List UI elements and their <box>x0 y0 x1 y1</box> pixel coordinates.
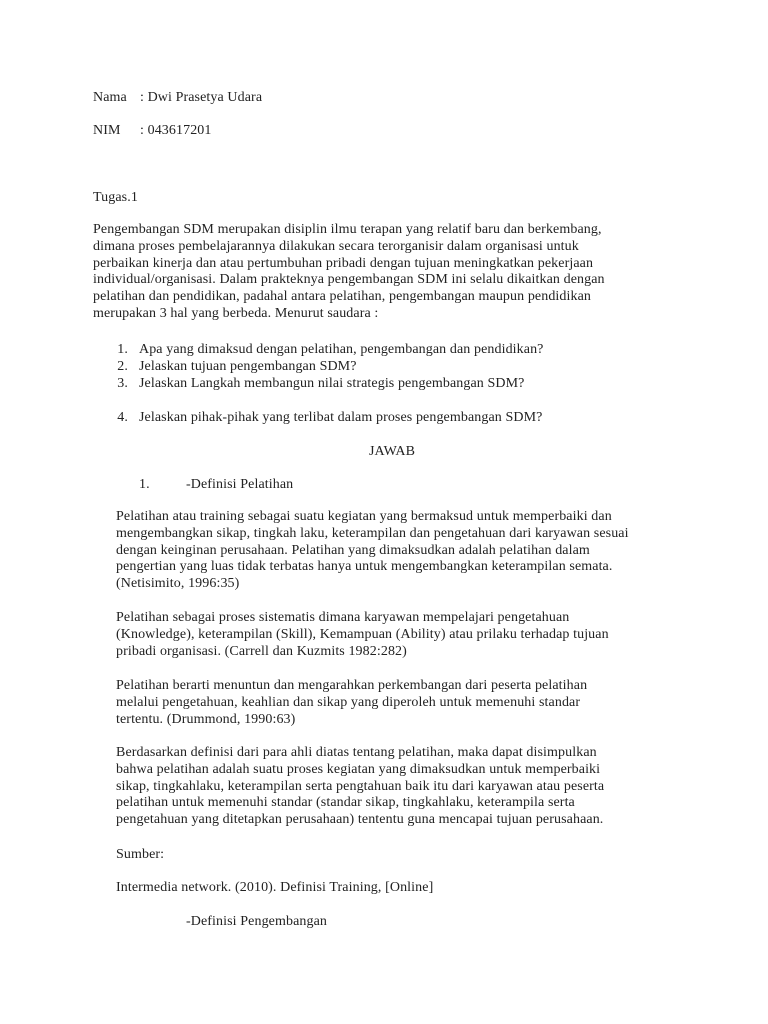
nim-label: NIM <box>93 123 121 138</box>
source-label: Sumber: <box>116 847 165 862</box>
paragraph-line: individual/organisasi. Dalam prakteknya pengembangan SDM ini selalu dikaitkan dengan <box>93 272 605 288</box>
paragraph-line: perbaikan kinerja dan atau pertumbuhan pribadi dengan tujuan meningkatkan pekerjaan <box>93 255 594 271</box>
paragraph-line: Pelatihan sebagai proses sistematis dimana karyawan mempelajari pengetahuan <box>116 610 570 625</box>
question-text: Jelaskan tujuan pengembangan SDM? <box>139 359 357 374</box>
answer-number: 1. <box>139 477 150 492</box>
paragraph-line: melalui pengetahuan, keahlian dan sikap yang diperoleh untuk memenuhi standar <box>116 694 581 710</box>
answer-title: -Definisi Pelatihan <box>186 477 294 492</box>
question-text: Jelaskan pihak-pihak yang terlibat dalam proses pengembangan SDM? <box>139 410 543 425</box>
paragraph-line: pengetahuan yang ditetapkan perusahaan) tententu guna mencapai tujuan perusahaan. <box>116 812 604 828</box>
definition-paragraph <box>116 678 587 728</box>
paragraph-line: pribadi organisasi. (Carrell dan Kuzmits 1982:282) <box>116 643 407 659</box>
definition-paragraph <box>116 509 629 593</box>
paragraph-line: pengertian yang luas tidak terbatas hanya untuk mengembangkan keterampilan semata. <box>116 559 613 575</box>
source-entry: Intermedia network. (2010). Definisi Training, [Online] <box>116 880 434 895</box>
paragraph-line: Pelatihan atau training sebagai suatu kegiatan yang bermaksud untuk memperbaiki dan <box>116 509 612 524</box>
paragraph-line: mengembangkan sikap, tingkah laku, keterampilan dan pengetahuan dari karyawan sesuai <box>116 525 629 541</box>
intro-paragraph <box>93 222 605 323</box>
paragraph-line: merupakan 3 hal yang berbeda. Menurut saudara : <box>93 305 379 321</box>
nim-value: : 043617201 <box>140 123 212 138</box>
name-label: Nama <box>93 90 127 105</box>
section-title: -Definisi Pengembangan <box>186 914 327 929</box>
paragraph-line: pelatihan untuk memenuhi standar (standar sikap, tingkahlaku, keterampila serta <box>116 795 575 811</box>
definition-paragraph <box>116 610 609 660</box>
question-text: Apa yang dimaksud dengan pelatihan, pengembangan dan pendidikan? <box>139 342 544 357</box>
question-number: 3. <box>117 376 128 391</box>
paragraph-line: bahwa pelatihan adalah suatu proses kegiatan yang dimaksudkan untuk memperbaiki <box>116 761 601 777</box>
paragraph-line: sikap, tingkahlaku, keterampilan serta pengtahuan baik itu dari karyawan atau peserta <box>116 778 605 794</box>
answer-heading: JAWAB <box>369 444 416 459</box>
paragraph-line: Pengembangan SDM merupakan disiplin ilmu terapan yang relatif baru dan berkembang, <box>93 222 602 237</box>
paragraph-line: dimana proses pembelajarannya dilakukan secara terorganisir dalam organisasi untuk <box>93 238 579 254</box>
question-number: 1. <box>117 342 128 357</box>
question-number: 2. <box>117 359 128 374</box>
paragraph-line: pelatihan dan pendidikan, padahal antara pelatihan, pengembangan maupun pendidikan <box>93 289 592 305</box>
paragraph-line: Berdasarkan definisi dari para ahli diatas tentang pelatihan, maka dapat disimpulkan <box>116 745 597 760</box>
paragraph-line: tertentu. (Drummond, 1990:63) <box>116 711 296 727</box>
paragraph-line: Pelatihan berarti menuntun dan mengarahkan perkembangan dari peserta pelatihan <box>116 678 588 693</box>
paragraph-line: (Knowledge), keterampilan (Skill), Kemampuan (Ability) atau prilaku terhadap tujuan <box>116 626 609 642</box>
question-number: 4. <box>117 410 128 425</box>
task-title: Tugas.1 <box>93 190 138 205</box>
paragraph-line: dengan keinginan perusahaan. Pelatihan yang dimaksudkan adalah pelatihan dalam <box>116 542 590 558</box>
paragraph-line: (Netisimito, 1996:35) <box>116 576 240 592</box>
conclusion-paragraph <box>116 745 604 829</box>
question-text: Jelaskan Langkah membangun nilai strategis pengembangan SDM? <box>139 376 525 391</box>
name-value: : Dwi Prasetya Udara <box>140 90 263 105</box>
